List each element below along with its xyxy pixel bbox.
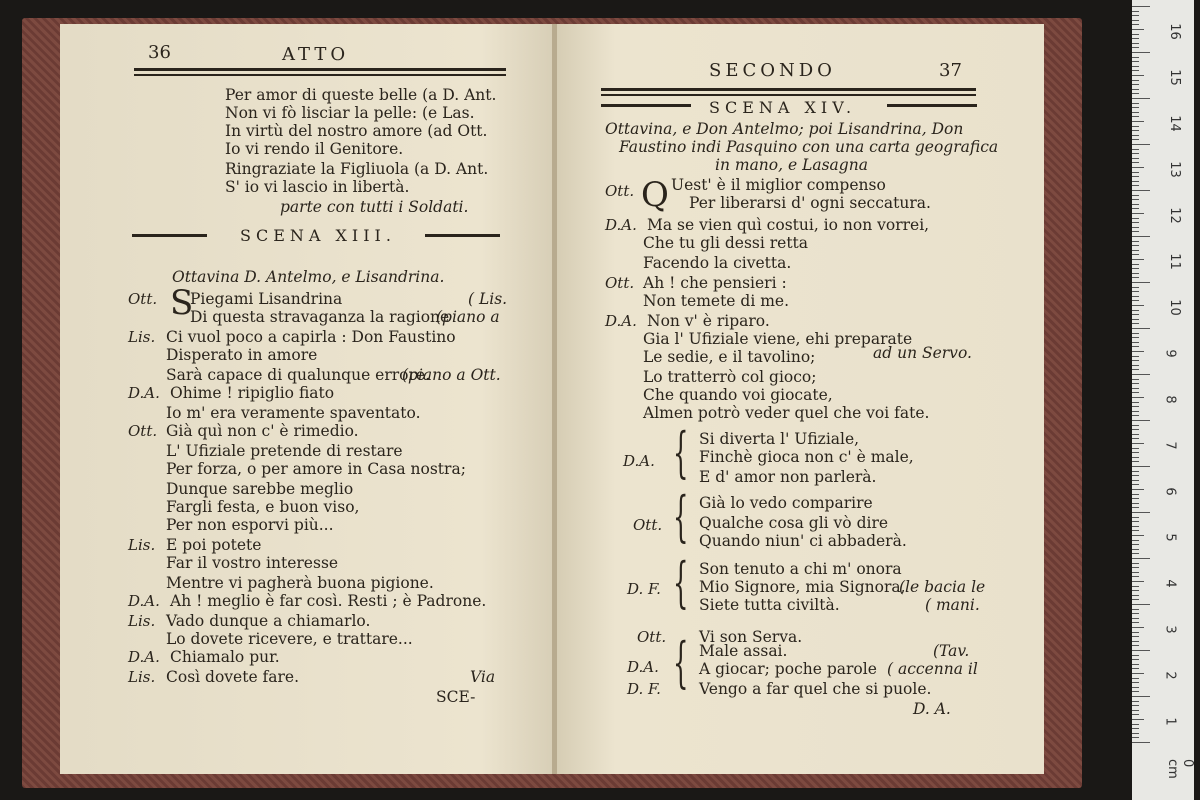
speaker-label: Ott. bbox=[633, 516, 663, 534]
ruler-tick bbox=[1132, 438, 1139, 439]
page-number: 37 bbox=[939, 60, 962, 81]
ruler-tick bbox=[1132, 655, 1139, 656]
ruler-tick bbox=[1132, 6, 1150, 7]
ruler-tick bbox=[1132, 530, 1139, 531]
ruler-tick bbox=[1132, 11, 1139, 12]
ruler-tick bbox=[1132, 710, 1139, 711]
ruler-tick bbox=[1132, 176, 1139, 177]
ruler-tick bbox=[1132, 553, 1139, 554]
ruler-tick bbox=[1132, 254, 1139, 255]
verse-line: Già quì non c' è rimedio. bbox=[166, 422, 359, 440]
ruler-tick bbox=[1132, 599, 1139, 600]
ruler-label: 0 cm bbox=[1165, 759, 1195, 779]
verse-line: Lo dovete ricevere, e trattare... bbox=[166, 630, 413, 648]
ruler-tick bbox=[1132, 484, 1139, 485]
speaker-label: Ott. bbox=[128, 422, 158, 440]
ruler-tick bbox=[1132, 264, 1139, 265]
ruler-tick bbox=[1132, 535, 1144, 536]
ruler-tick bbox=[1132, 314, 1139, 315]
ruler-tick bbox=[1132, 144, 1150, 145]
ruler-tick bbox=[1132, 153, 1139, 154]
ruler-tick bbox=[1132, 406, 1139, 407]
ruler-tick bbox=[1132, 673, 1144, 674]
ruler-tick bbox=[1132, 112, 1139, 113]
ruler-tick bbox=[1132, 678, 1139, 679]
verse-line: Son tenuto a chi m' onora bbox=[699, 560, 902, 578]
page-number: 36 bbox=[148, 42, 171, 63]
ruler-tick bbox=[1132, 618, 1139, 619]
verse-line: Fargli festa, e buon viso, bbox=[166, 498, 360, 516]
ruler-tick bbox=[1132, 540, 1139, 541]
scene-title: SCENA XIII. bbox=[240, 226, 396, 245]
ruler-tick bbox=[1132, 448, 1139, 449]
brace: { bbox=[673, 421, 689, 484]
ruler-tick bbox=[1132, 47, 1139, 48]
ruler-tick bbox=[1132, 84, 1139, 85]
verse-line: Non vi fò lisciar la pelle: (e Las. bbox=[225, 104, 475, 122]
ruler-tick bbox=[1132, 213, 1144, 214]
drop-cap: Q bbox=[641, 175, 669, 215]
scene-rule bbox=[887, 104, 977, 107]
verse-line: Che tu gli dessi retta bbox=[643, 234, 809, 252]
ruler-tick bbox=[1132, 471, 1139, 472]
verse-line: Far il vostro interesse bbox=[166, 554, 339, 572]
ruler-tick bbox=[1132, 139, 1139, 140]
ruler-label: 14 bbox=[1166, 115, 1182, 132]
ruler-tick bbox=[1132, 259, 1144, 260]
brace: { bbox=[673, 485, 689, 548]
ruler-tick bbox=[1132, 98, 1150, 99]
ruler-tick bbox=[1132, 567, 1139, 568]
verse-line: Vado dunque a chiamarlo. bbox=[166, 612, 371, 630]
verse-line: Ah ! che pensieri : bbox=[643, 274, 787, 292]
ruler-tick bbox=[1132, 130, 1139, 131]
ruler-tick bbox=[1132, 135, 1139, 136]
verse-line: Per amor di queste belle (a D. Ant. bbox=[225, 86, 497, 104]
verse-line: Le sedie, e il tavolino; bbox=[643, 348, 816, 366]
verse-line: Uest' è il miglior compenso bbox=[671, 176, 886, 194]
running-head: ATTO bbox=[282, 44, 350, 65]
ruler-tick bbox=[1132, 199, 1139, 200]
ruler-tick bbox=[1132, 333, 1139, 334]
ruler-tick bbox=[1132, 705, 1139, 706]
ruler-tick bbox=[1132, 323, 1139, 324]
ruler-tick bbox=[1132, 29, 1144, 30]
speaker-label: Ott. bbox=[605, 182, 635, 200]
speaker-label: D.A. bbox=[128, 592, 160, 610]
header-rule bbox=[601, 88, 976, 91]
verse-line: Si diverta l' Ufiziale, bbox=[699, 430, 860, 448]
ruler-tick bbox=[1132, 604, 1150, 605]
verse-line: Mio Signore, mia Signora, bbox=[699, 578, 906, 596]
stage-direction: ( mani. bbox=[925, 596, 980, 614]
ruler-tick bbox=[1132, 296, 1139, 297]
scale-ruler bbox=[1132, 0, 1194, 800]
ruler-tick bbox=[1132, 126, 1139, 127]
speaker-label: D.A. bbox=[128, 648, 160, 666]
ruler-label: 11 bbox=[1166, 253, 1182, 270]
ruler-tick bbox=[1132, 576, 1139, 577]
ruler-tick bbox=[1132, 300, 1139, 301]
speaker-label: Ott. bbox=[128, 290, 158, 308]
verse-line: Per non esporvi più... bbox=[166, 516, 334, 534]
ruler-tick bbox=[1132, 70, 1139, 71]
stage-direction: (le bacia le bbox=[899, 578, 986, 596]
stage-direction: parte con tutti i Soldati. bbox=[280, 198, 469, 216]
speaker-label: Lis. bbox=[128, 328, 156, 346]
ruler-tick bbox=[1132, 75, 1144, 76]
ruler-tick bbox=[1132, 241, 1139, 242]
verse-line: L' Ufiziale pretende di restare bbox=[166, 442, 403, 460]
ruler-tick bbox=[1132, 337, 1139, 338]
ruler-tick bbox=[1132, 696, 1150, 697]
cast-list: Ottavina, e Don Antelmo; poi Lisandrina, Don bbox=[605, 120, 964, 138]
verse-line: Almen potrò veder quel che voi fate. bbox=[643, 404, 930, 422]
ruler-label: 1 bbox=[1162, 717, 1178, 726]
scene-rule bbox=[132, 234, 207, 237]
ruler-label: 7 bbox=[1162, 441, 1178, 450]
ruler-tick bbox=[1132, 273, 1139, 274]
ruler-tick bbox=[1132, 20, 1139, 21]
ruler-tick bbox=[1132, 89, 1139, 90]
ruler-tick bbox=[1132, 544, 1139, 545]
scene-rule bbox=[601, 104, 691, 107]
speaker-label: Lis. bbox=[128, 536, 156, 554]
ruler-tick bbox=[1132, 425, 1139, 426]
verse-line: Facendo la civetta. bbox=[643, 254, 792, 272]
ruler-tick bbox=[1132, 305, 1144, 306]
verse-line: Disperato in amore bbox=[166, 346, 318, 364]
ruler-tick bbox=[1132, 369, 1139, 370]
stage-direction: (piano a Ott. bbox=[402, 366, 501, 384]
ruler-tick bbox=[1132, 420, 1150, 421]
ruler-tick bbox=[1132, 728, 1139, 729]
verse-line: Sarà capace di qualunque errore. bbox=[166, 366, 431, 384]
verse-line: Vengo a far quel che si puole. bbox=[699, 680, 932, 698]
speaker-label: D.A. bbox=[623, 452, 655, 470]
verse-line: Io m' era veramente spaventato. bbox=[166, 404, 421, 422]
speaker-label: D. F. bbox=[627, 680, 661, 698]
verse-line: Piegami Lisandrina bbox=[190, 290, 343, 308]
ruler-tick bbox=[1132, 208, 1139, 209]
ruler-tick bbox=[1132, 415, 1139, 416]
ruler-tick bbox=[1132, 52, 1150, 53]
stage-direction: ( Lis. bbox=[468, 290, 508, 308]
ruler-tick bbox=[1132, 250, 1139, 251]
ruler-tick bbox=[1132, 34, 1139, 35]
ruler-tick bbox=[1132, 162, 1139, 163]
ruler-tick bbox=[1132, 245, 1139, 246]
ruler-tick bbox=[1132, 498, 1139, 499]
ruler-label: 4 bbox=[1162, 579, 1178, 588]
ruler-tick bbox=[1132, 15, 1139, 16]
verse-line: Non v' è riparo. bbox=[647, 312, 770, 330]
cast-list: in mano, e Lasagna bbox=[715, 156, 868, 174]
ruler-tick bbox=[1132, 388, 1139, 389]
verse-line: Quando niun' ci abbaderà. bbox=[699, 532, 907, 550]
ruler-tick bbox=[1132, 609, 1139, 610]
brace: { bbox=[673, 631, 689, 694]
ruler-tick bbox=[1132, 480, 1139, 481]
ruler-tick bbox=[1132, 719, 1144, 720]
verse-line: S' io vi lascio in libertà. bbox=[225, 178, 410, 196]
ruler-tick bbox=[1132, 475, 1139, 476]
ruler-tick bbox=[1132, 572, 1139, 573]
ruler-tick bbox=[1132, 310, 1139, 311]
ruler-tick bbox=[1132, 43, 1139, 44]
ruler-tick bbox=[1132, 563, 1139, 564]
ruler-tick bbox=[1132, 236, 1150, 237]
ruler-tick bbox=[1132, 737, 1139, 738]
ruler-tick bbox=[1132, 227, 1139, 228]
ruler-tick bbox=[1132, 724, 1139, 725]
ruler-tick bbox=[1132, 443, 1144, 444]
ruler-label: 2 bbox=[1162, 671, 1178, 680]
ruler-tick bbox=[1132, 627, 1144, 628]
left-page bbox=[60, 24, 555, 774]
ruler-tick bbox=[1132, 328, 1150, 329]
ruler-label: 10 bbox=[1166, 299, 1182, 316]
verse-line: Ci vuol poco a capirla : Don Faustino bbox=[166, 328, 456, 346]
ruler-tick bbox=[1132, 360, 1139, 361]
ruler-tick bbox=[1132, 595, 1139, 596]
verse-line: Che quando voi giocate, bbox=[643, 386, 833, 404]
ruler-tick bbox=[1132, 411, 1139, 412]
ruler-tick bbox=[1132, 452, 1139, 453]
ruler-tick bbox=[1132, 57, 1139, 58]
ruler-tick bbox=[1132, 107, 1139, 108]
ruler-tick bbox=[1132, 664, 1139, 665]
ruler-tick bbox=[1132, 503, 1139, 504]
cast-list: Faustino indi Pasquino con una carta geografica bbox=[619, 138, 999, 156]
verse-line: Mentre vi pagherà buona pigione. bbox=[166, 574, 434, 592]
header-rule bbox=[134, 74, 506, 76]
ruler-label: 6 bbox=[1162, 487, 1178, 496]
ruler-tick bbox=[1132, 365, 1139, 366]
stage-direction: ad un Servo. bbox=[873, 344, 972, 362]
speaker-label: D.A. bbox=[605, 216, 637, 234]
verse-line: Gia l' Ufiziale viene, ehi preparate bbox=[643, 330, 913, 348]
ruler-tick bbox=[1132, 195, 1139, 196]
ruler-tick bbox=[1132, 116, 1139, 117]
ruler-tick bbox=[1132, 526, 1139, 527]
ruler-tick bbox=[1132, 659, 1139, 660]
verse-line: Siete tutta civiltà. bbox=[699, 596, 840, 614]
ruler-tick bbox=[1132, 282, 1150, 283]
ruler-tick bbox=[1132, 682, 1139, 683]
stage-direction: Via bbox=[470, 668, 496, 686]
ruler-tick bbox=[1132, 374, 1150, 375]
ruler-label: 5 bbox=[1162, 533, 1178, 542]
scene-title: SCENA XIV. bbox=[709, 98, 857, 117]
speaker-label: D.A. bbox=[605, 312, 637, 330]
ruler-tick bbox=[1132, 512, 1150, 513]
stage-direction: ( accenna il bbox=[887, 660, 978, 678]
verse-line: Qualche cosa gli vò dire bbox=[699, 514, 889, 532]
ruler-tick bbox=[1132, 691, 1139, 692]
running-head: SECONDO bbox=[709, 60, 836, 81]
ruler-tick bbox=[1132, 636, 1139, 637]
verse-line: Di questa stravaganza la ragione bbox=[190, 308, 450, 326]
verse-line: Lo tratterrò col gioco; bbox=[643, 368, 817, 386]
ruler-tick bbox=[1132, 461, 1139, 462]
stage-direction: (Tav. bbox=[933, 642, 970, 660]
ruler-tick bbox=[1132, 466, 1150, 467]
ruler-tick bbox=[1132, 379, 1139, 380]
ruler-tick bbox=[1132, 714, 1139, 715]
ruler-tick bbox=[1132, 38, 1139, 39]
ruler-tick bbox=[1132, 687, 1139, 688]
verse-line: Chiamalo pur. bbox=[170, 648, 280, 666]
ruler-label: 16 bbox=[1166, 23, 1182, 40]
ruler-tick bbox=[1132, 383, 1139, 384]
ruler-tick bbox=[1132, 346, 1139, 347]
cast-list: Ottavina D. Antelmo, e Lisandrina. bbox=[172, 268, 445, 286]
verse-line: E d' amor non parlerà. bbox=[699, 468, 877, 486]
ruler-tick bbox=[1132, 489, 1144, 490]
ruler-tick bbox=[1132, 494, 1139, 495]
ruler-tick bbox=[1132, 397, 1144, 398]
ruler-tick bbox=[1132, 622, 1139, 623]
speaker-label: D.A. bbox=[627, 658, 659, 676]
ruler-label: 13 bbox=[1166, 161, 1182, 178]
ruler-tick bbox=[1132, 93, 1139, 94]
ruler-tick bbox=[1132, 218, 1139, 219]
ruler-tick bbox=[1132, 457, 1139, 458]
verse-line: Non temete di me. bbox=[643, 292, 790, 310]
verse-line: Dunque sarebbe meglio bbox=[166, 480, 354, 498]
ruler-label: 12 bbox=[1166, 207, 1182, 224]
verse-line: Ohime ! ripiglio fiato bbox=[170, 384, 335, 402]
ruler-tick bbox=[1132, 356, 1139, 357]
ruler-tick bbox=[1132, 733, 1139, 734]
verse-line: Finchè gioca non c' è male, bbox=[699, 448, 914, 466]
verse-line: Così dovete fare. bbox=[166, 668, 300, 686]
ruler-tick bbox=[1132, 351, 1144, 352]
ruler-tick bbox=[1132, 287, 1139, 288]
ruler-label: 8 bbox=[1162, 395, 1178, 404]
ruler-tick bbox=[1132, 167, 1144, 168]
verse-line: Ah ! meglio è far così. Resti ; è Padrone. bbox=[170, 592, 487, 610]
ruler-tick bbox=[1132, 103, 1139, 104]
ruler-tick bbox=[1132, 80, 1139, 81]
header-rule bbox=[601, 94, 976, 96]
drop-cap: S bbox=[170, 283, 194, 323]
ruler-tick bbox=[1132, 742, 1150, 743]
ruler-tick bbox=[1132, 586, 1139, 587]
ruler-tick bbox=[1132, 204, 1139, 205]
scene-rule bbox=[425, 234, 500, 237]
ruler-tick bbox=[1132, 268, 1139, 269]
ruler-tick bbox=[1132, 149, 1139, 150]
ruler-tick bbox=[1132, 613, 1139, 614]
ruler-tick bbox=[1132, 185, 1139, 186]
ruler-tick bbox=[1132, 434, 1139, 435]
ruler-label: 9 bbox=[1162, 349, 1178, 358]
ruler-tick bbox=[1132, 121, 1144, 122]
ruler-tick bbox=[1132, 291, 1139, 292]
header-rule bbox=[134, 68, 506, 71]
ruler-tick bbox=[1132, 521, 1139, 522]
ruler-tick bbox=[1132, 650, 1150, 651]
verse-line: Ringraziate la Figliuola (a D. Ant. bbox=[225, 160, 489, 178]
brace: { bbox=[673, 551, 689, 614]
ruler-tick bbox=[1132, 402, 1139, 403]
ruler-tick bbox=[1132, 392, 1139, 393]
ruler-tick bbox=[1132, 645, 1139, 646]
ruler-tick bbox=[1132, 61, 1139, 62]
ruler-tick bbox=[1132, 429, 1139, 430]
ruler-label: 15 bbox=[1166, 69, 1182, 86]
stage-direction: (piano a bbox=[436, 308, 500, 326]
verse-line: Male assai. bbox=[699, 642, 788, 660]
speaker-label: D. F. bbox=[627, 580, 661, 598]
ruler-tick bbox=[1132, 190, 1150, 191]
catchword: D. A. bbox=[913, 700, 951, 718]
speaker-label: Ott. bbox=[605, 274, 635, 292]
ruler-tick bbox=[1132, 342, 1139, 343]
ruler-tick bbox=[1132, 319, 1139, 320]
ruler-label: 3 bbox=[1162, 625, 1178, 634]
ruler-tick bbox=[1132, 158, 1139, 159]
ruler-tick bbox=[1132, 277, 1139, 278]
speaker-label: Lis. bbox=[128, 668, 156, 686]
catchword: SCE- bbox=[436, 688, 476, 706]
ruler-tick bbox=[1132, 517, 1139, 518]
verse-line: Già lo vedo comparire bbox=[699, 494, 873, 512]
ruler-tick bbox=[1132, 632, 1139, 633]
right-page bbox=[557, 24, 1044, 774]
ruler-tick bbox=[1132, 701, 1139, 702]
ruler-tick bbox=[1132, 172, 1139, 173]
ruler-tick bbox=[1132, 641, 1139, 642]
verse-line: E poi potete bbox=[166, 536, 262, 554]
ruler-tick bbox=[1132, 66, 1139, 67]
speaker-label: Ott. bbox=[637, 628, 667, 646]
verse-line: A giocar; poche parole bbox=[699, 660, 877, 678]
ruler-tick bbox=[1132, 590, 1139, 591]
ruler-tick bbox=[1132, 558, 1150, 559]
speaker-label: D.A. bbox=[128, 384, 160, 402]
verse-line: Vi son Serva. bbox=[699, 628, 803, 646]
verse-line: Ma se vien quì costui, io non vorrei, bbox=[647, 216, 930, 234]
verse-line: Io vi rendo il Genitore. bbox=[225, 140, 404, 158]
ruler-tick bbox=[1132, 668, 1139, 669]
verse-line: Per forza, o per amore in Casa nostra; bbox=[166, 460, 466, 478]
verse-line: In virtù del nostro amore (ad Ott. bbox=[225, 122, 488, 140]
ruler-tick bbox=[1132, 181, 1139, 182]
ruler-tick bbox=[1132, 549, 1139, 550]
speaker-label: Lis. bbox=[128, 612, 156, 630]
ruler-tick bbox=[1132, 222, 1139, 223]
ruler-tick bbox=[1132, 231, 1139, 232]
ruler-tick bbox=[1132, 24, 1139, 25]
verse-line: Per liberarsi d' ogni seccatura. bbox=[689, 194, 931, 212]
ruler-tick bbox=[1132, 581, 1144, 582]
ruler-tick bbox=[1132, 507, 1139, 508]
